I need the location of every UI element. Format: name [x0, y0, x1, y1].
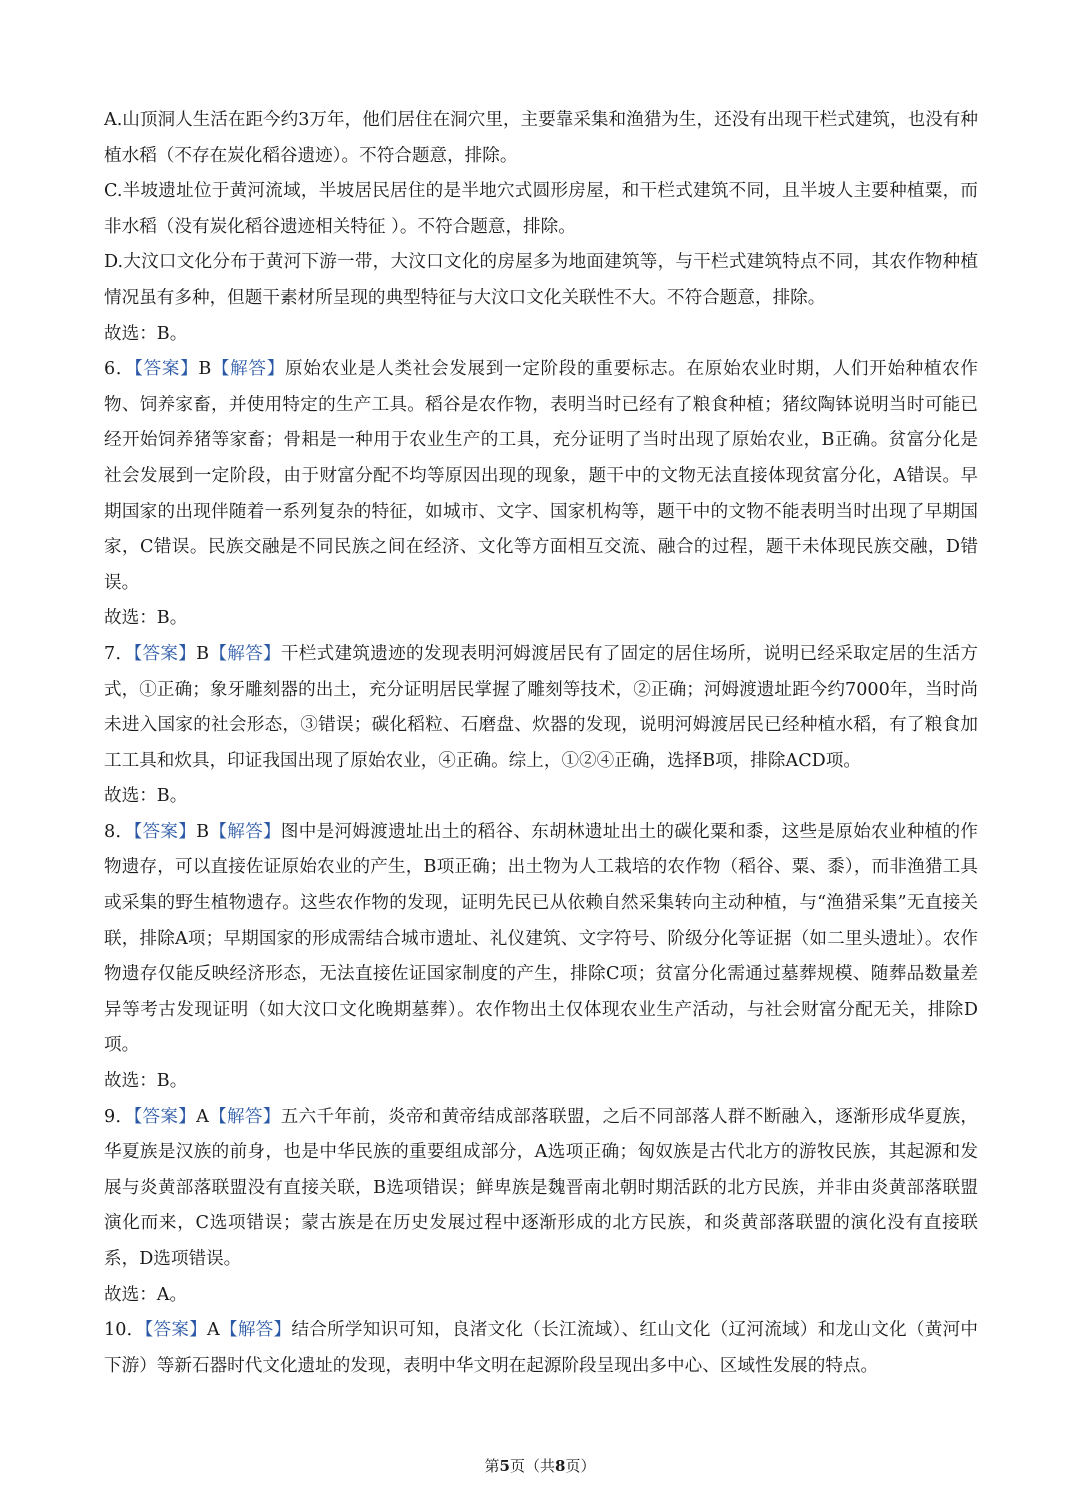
conclusion-q5: 故选：B。: [104, 323, 188, 344]
conclusion-q9: 故选：A。: [104, 1284, 188, 1305]
question-number: 9．: [104, 1106, 134, 1127]
analysis-label: 【解答】: [209, 643, 281, 664]
question-number: 7．: [104, 643, 134, 664]
analysis-text: 五六千年前，炎帝和黄帝结成部落联盟，之后不同部落人群不断融入，逐渐形成华夏族，华夏族是汉族的前身，也是中华民族的重要组成部分，A选项正确；匈奴族是古代北方的游牧民族，其起源和发展与炎黄部落联盟没有直接关联，B选项错误；鲜卑族是魏晋南北朝时期活跃的北方民族，并非由炎黄部落联盟演化而来，C选项错误；蒙古族是在历史发展过程中逐渐形成的北方民族，和炎黄部落联盟的演化没有直接联系，D选项错误。: [104, 1106, 978, 1269]
analysis-label: 【解答】: [211, 359, 285, 380]
option-a-analysis: A.山顶洞人生活在距今约3万年，他们居住在洞穴里，主要靠采集和渔猎为生，还没有出现干栏式建筑，也没有种植水稻（不存在炭化稻谷遗迹）。不符合题意，排除。: [104, 110, 978, 166]
question-number: 6．: [104, 359, 135, 380]
conclusion-q7: 故选：B。: [104, 786, 188, 807]
document-body: [104, 103, 978, 1384]
footer-prefix: 第: [484, 1457, 500, 1475]
analysis-text: 原始农业是人类社会发展到一定阶段的重要标志。在原始农业时期，人们开始种植农作物、饲养家畜，并使用特定的生产工具。稻谷是农作物，表明当时已经有了粮食种植；猪纹陶钵说明当时可能已经开始饲养猪等家畜；骨耜是一种用于农业生产的工具，充分证明了当时出现了原始农业，B正确。贫富分化是社会发展到一定阶段，由于财富分配不均等原因出现的现象，题干中的文物无法直接体现贫富分化，A错误。早期国家的出现伴随着一系列复杂的特征，如城市、文字、国家机构等，题干中的文物不能表明当时出现了早期国家，C错误。民族交融是不同民族之间在经济、文化等方面相互交流、融合的过程，题干未体现民族交融，D错误。: [104, 359, 978, 593]
page-number: 5: [499, 1457, 510, 1475]
footer-suffix: 页）: [565, 1457, 596, 1475]
analysis-label: 【解答】: [208, 1106, 281, 1127]
question-9-answer: [104, 1100, 978, 1278]
answer-choice: A: [196, 1106, 209, 1127]
conclusion-q6: 故选：B。: [104, 608, 188, 629]
analysis-text: 结合所学知识可知，良渚文化（长江流域）、红山文化（辽河流域）和龙山文化（黄河中下游）等新石器时代文化遗址的发现，表明中华文明在起源阶段呈现出多中心、区域性发展的特点。: [104, 1320, 979, 1376]
footer-middle: 页（共: [509, 1457, 555, 1475]
analysis-text: 干栏式建筑遗迹的发现表明河姆渡居民有了固定的居住场所，说明已经采取定居的生活方式，①正确；象牙雕刻器的出土，充分证明居民掌握了雕刻等技术，②正确；河姆渡遗址距今约7000年，当时尚未进入国家的社会形态，③错误；碳化稻粒、石磨盘、炊器的发现，说明河姆渡居民已经种植水稻，有了粮食加工工具和炊具，印证我国出现了原始农业，④正确。综上，①②④正确，选择B项，排除ACD项。: [104, 643, 978, 771]
analysis-label: 【解答】: [209, 821, 281, 842]
analysis-label: 【解答】: [219, 1320, 292, 1341]
answer-label: 【答案】: [133, 643, 197, 664]
answer-label: 【答案】: [134, 359, 199, 380]
question-6-answer: [104, 352, 978, 601]
answer-choice: A: [207, 1320, 220, 1341]
conclusion-q8: 故选：B。: [104, 1071, 188, 1092]
question-10-answer: [104, 1313, 978, 1384]
answer-label: 【答案】: [133, 1106, 197, 1127]
answer-choice: B: [198, 359, 212, 380]
answer-label: 【答案】: [144, 1320, 208, 1341]
page-footer: [0, 1455, 1080, 1476]
option-d-analysis: D.大汶口文化分布于黄河下游一带，大汶口文化的房屋多为地面建筑等，与干栏式建筑特点不同，其农作物种植情况虽有多种，但题干素材所呈现的典型特征与大汶口文化关联性不大。不符合题意，排除。: [104, 252, 978, 308]
analysis-text: 图中是河姆渡遗址出土的稻谷、东胡林遗址出土的碳化粟和黍，这些是原始农业种植的作物遗存，可以直接佐证原始农业的产生，B项正确；出土物为人工栽培的农作物（稻谷、粟、黍），而非渔猎工具或采集的野生植物遗存。这些农作物的发现，证明先民已从依赖自然采集转向主动种植，与“渔猎采集”无直接关联，排除A项；早期国家的形成需结合城市遗址、礼仪建筑、文字符号、阶级分化等证据（如二里头遗址）。农作物遗存仅能反映经济形态，无法直接佐证国家制度的产生，排除C项；贫富分化需通过墓葬规模、随葬品数量差异等考古发现证明（如大汶口文化晚期墓葬）。农作物出土仅体现农业生产活动，与社会财富分配无关，排除D项。: [104, 821, 978, 1056]
answer-choice: B: [196, 643, 210, 664]
answer-choice: B: [196, 821, 210, 842]
option-c-analysis: C.半坡遗址位于黄河流域，半坡居民居住的是半地穴式圆形房屋，和干栏式建筑不同，且半坡人主要种植粟，而非水稻（没有炭化稻谷遗迹相关特征 ）。不符合题意，排除。: [104, 181, 978, 237]
question-number: 10．: [104, 1320, 145, 1341]
question-number: 8．: [104, 821, 134, 842]
page-total: 8: [555, 1457, 566, 1475]
answer-label: 【答案】: [133, 821, 197, 842]
question-7-answer: [104, 637, 978, 779]
question-8-answer: [104, 815, 978, 1064]
